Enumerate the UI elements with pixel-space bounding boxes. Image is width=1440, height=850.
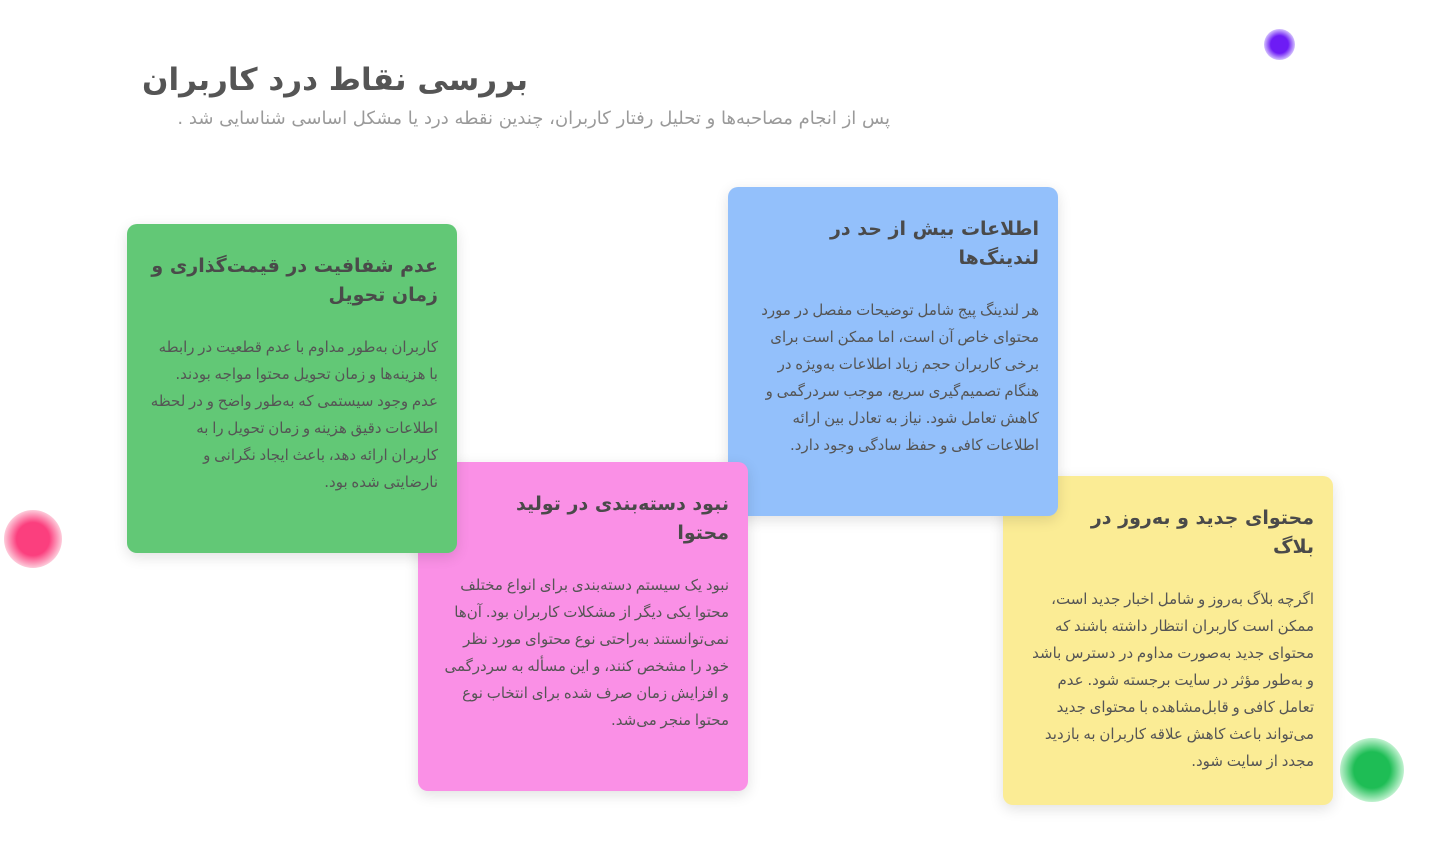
page-title: بررسی نقاط درد کاربران [142, 62, 528, 98]
decorative-purple-dot [1264, 29, 1295, 60]
pain-point-card-pricing [127, 224, 457, 553]
page-subtitle: پس از انجام مصاحبه‌ها و تحلیل رفتار کاربران، چندین نقطه درد یا مشکل اساسی شناسایی شد . [177, 108, 890, 129]
card-title: محتوای جدید و به‌روز در بلاگ [1090, 507, 1314, 558]
pain-point-card-blog [1003, 476, 1333, 805]
card-title: اطلاعات بیش از حد در لندینگ‌ها [829, 218, 1039, 269]
card-body: کاربران به‌طور مداوم با عدم قطعیت در رابطه با هزینه‌ها و زمان تحویل محتوا مواجه بودند. عدم وجود سیستمی که به‌طور واضح و در لحظه اطلاعات دقیق هزینه و زمان تحویل را به کاربران ارائه دهد، باعث ایجاد نگرانی و نارضایتی شده بود. [150, 338, 438, 491]
card-title: نبود دسته‌بندی در تولید محتوا [516, 493, 729, 544]
decorative-green-dot [1340, 738, 1404, 802]
card-body: هر لندینگ پیج شامل توضیحات مفصل در مورد محتوای خاص آن است، اما ممکن است برای برخی کاربران حجم زیاد اطلاعات به‌ویژه در هنگام تصمیم‌گیری سریع، موجب سردرگمی و کاهش تعامل شود. نیاز به تعادل بین ارائه اطلاعات کافی و حفظ سادگی وجود دارد. [761, 301, 1039, 454]
pain-point-card-categorization [418, 462, 748, 791]
decorative-red-dot [4, 510, 62, 568]
card-title: عدم شفافیت در قیمت‌گذاری و زمان تحویل [151, 255, 438, 306]
pain-point-card-landing-info [728, 187, 1058, 516]
card-body: اگرچه بلاگ به‌روز و شامل اخبار جدید است، ممکن است کاربران انتظار داشته باشند که محتوای جدید به‌صورت مداوم در دسترس باشد و به‌طور مؤثر در سایت برجسته شود. عدم تعامل کافی و قابل‌مشاهده با محتوای جدید می‌تواند باعث کاهش علاقه کاربران به بازدید مجدد از سایت شود. [1032, 590, 1314, 770]
card-body: نبود یک سیستم دسته‌بندی برای انواع مختلف محتوا یکی دیگر از مشکلات کاربران بود. آن‌ها نمی‌توانستند به‌راحتی نوع محتوای مورد نظر خود را مشخص کنند، و این مسأله به سردرگمی و افزایش زمان صرف شده برای انتخاب نوع محتوا منجر می‌شد. [444, 576, 729, 729]
